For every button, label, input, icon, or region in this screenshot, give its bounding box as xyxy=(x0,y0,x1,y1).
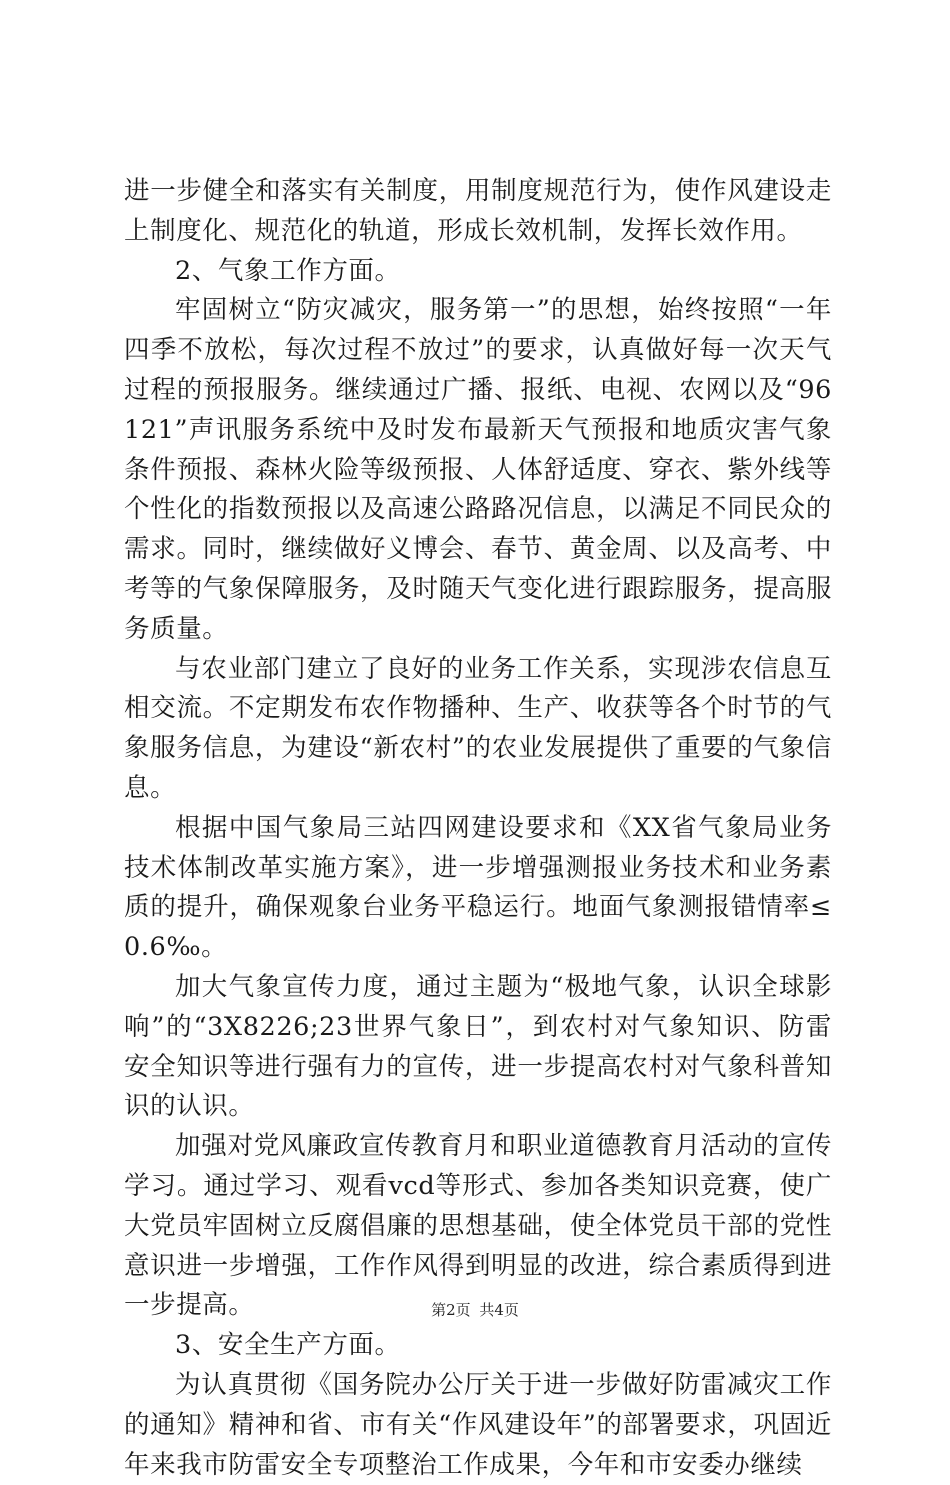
page-total: 共4页 xyxy=(479,1301,519,1319)
paragraph-forecast-service: 牢固树立“防灾减灾，服务第一”的思想，始终按照“一年四季不放松，每次过程不放过”的要求，认真做好每一次天气过程的预报服务。继续通过广播、报纸、电视、农网以及“96121”声讯服务系统中及时发布最新天气预报和地质灾害气象条件预报、森林火险等级预报、人体舒适度、穿衣、紫外线等个性化的指数预报以及高速公路路况信息，以满足不同民众的需求。同时，继续做好义博会、春节、黄金周、以及高考、中考等的气象保障服务，及时随天气变化进行跟踪服务，提高服务质量。 xyxy=(124,295,832,644)
paragraph-continuation: 进一步健全和落实有关制度，用制度规范行为，使作风建设走上制度化、规范化的轨道，形成长效机制，发挥长效作用。 xyxy=(124,176,832,246)
paragraph-lightning-safety: 为认真贯彻《国务院办公厅关于进一步做好防雷减灾工作的通知》精神和省、市有关“作风建设年”的部署要求，巩固近年来我市防雷安全专项整治工作成果，今年和市安委办继续 xyxy=(124,1369,832,1480)
paragraph-party-education: 加强对党风廉政宣传教育月和职业道德教育月活动的宣传学习。通过学习、观看vcd等形式、参加各类知识竞赛，使广大党员牢固树立反腐倡廉的思想基础，使全体党员干部的党性意识进一步增强，工作作风得到明显的改进，综合素质得到进一步提高。 xyxy=(124,1131,832,1321)
section-heading-meteorology: 2、气象工作方面。 xyxy=(175,255,401,286)
paragraph-agriculture: 与农业部门建立了良好的业务工作关系，实现涉农信息互相交流。不定期发布农作物播种、生产、收获等各个时节的气象服务信息，为建设“新农村”的农业发展提供了重要的气象信息。 xyxy=(124,653,832,803)
section-heading-safety: 3、安全生产方面。 xyxy=(175,1330,401,1361)
page-footer xyxy=(0,1300,950,1320)
document-body xyxy=(124,172,832,1485)
paragraph-publicity: 加大气象宣传力度，通过主题为“极地气象，认识全球影响”的“3X8226;23世界气象日”，到农村对气象知识、防雷安全知识等进行强有力的宣传，进一步提高农村对气象科普知识的认识。 xyxy=(124,971,832,1122)
page-number: 第2页 xyxy=(431,1301,471,1319)
paragraph-observation: 根据中国气象局三站四网建设要求和《XX省气象局业务技术体制改革实施方案》，进一步增强测报业务技术和业务素质的提升，确保观象台业务平稳运行。地面气象测报错情率≤0.6‰。 xyxy=(124,812,832,963)
